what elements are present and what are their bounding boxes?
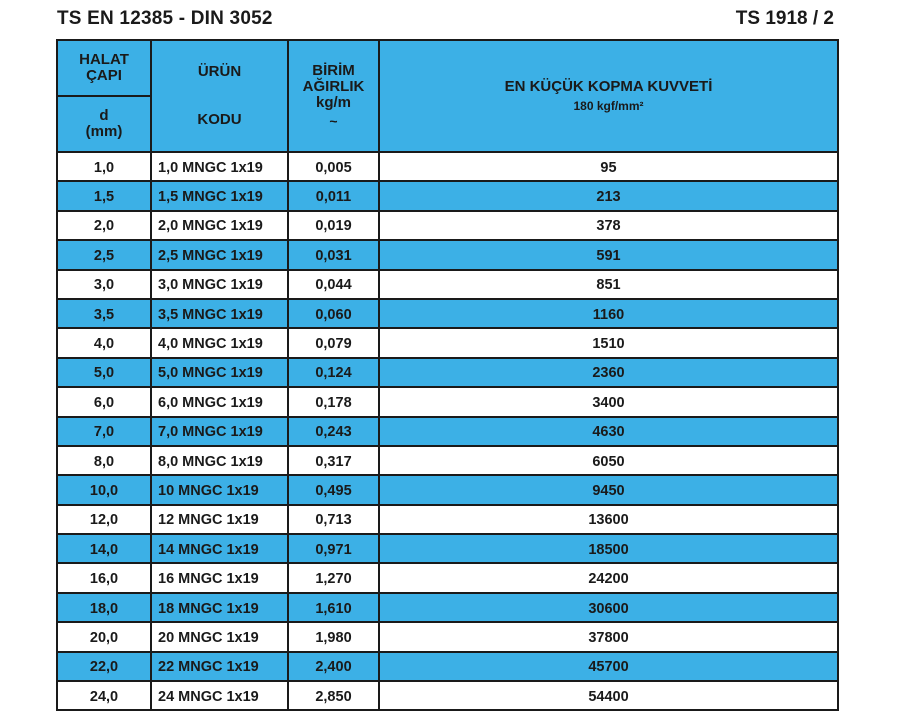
product-code-cell: 16 MNGC 1x19: [151, 563, 288, 592]
product-code-cell: 14 MNGC 1x19: [151, 534, 288, 563]
unit-weight-cell: 1,610: [288, 593, 379, 622]
product-code-cell: 7,0 MNGC 1x19: [151, 417, 288, 446]
breaking-force-cell: 37800: [379, 622, 838, 651]
diameter-cell: 10,0: [57, 475, 151, 504]
diameter-cell: 18,0: [57, 593, 151, 622]
diameter-cell: 22,0: [57, 652, 151, 681]
table-row: [57, 240, 838, 269]
product-code-cell: 24 MNGC 1x19: [151, 681, 288, 710]
product-code-cell: 2,0 MNGC 1x19: [151, 211, 288, 240]
breaking-force-cell: 30600: [379, 593, 838, 622]
unit-weight-cell: 0,060: [288, 299, 379, 328]
table-row: [57, 299, 838, 328]
product-code-cell: 18 MNGC 1x19: [151, 593, 288, 622]
unit-weight-cell: 0,178: [288, 387, 379, 416]
product-code-cell: 6,0 MNGC 1x19: [151, 387, 288, 416]
product-code-cell: 10 MNGC 1x19: [151, 475, 288, 504]
rope-spec-table: [56, 39, 839, 711]
standard-reference: TS 1918 / 2: [735, 8, 834, 29]
diameter-cell: 3,0: [57, 270, 151, 299]
table-row: [57, 593, 838, 622]
unit-weight-cell: 0,495: [288, 475, 379, 504]
table-row: [57, 534, 838, 563]
unit-weight-cell: 0,124: [288, 358, 379, 387]
diameter-cell: 1,5: [57, 181, 151, 210]
table-row: [57, 681, 838, 710]
header-diameter-top: HALAT ÇAPI: [57, 40, 151, 96]
unit-weight-cell: 0,971: [288, 534, 379, 563]
unit-weight-cell: 0,044: [288, 270, 379, 299]
unit-weight-cell: 0,713: [288, 505, 379, 534]
table-row: [57, 563, 838, 592]
diameter-cell: 6,0: [57, 387, 151, 416]
document-title: TS EN 12385 - DIN 3052: [57, 8, 273, 29]
diameter-cell: 7,0: [57, 417, 151, 446]
product-code-cell: 22 MNGC 1x19: [151, 652, 288, 681]
breaking-force-cell: 2360: [379, 358, 838, 387]
breaking-force-cell: 9450: [379, 475, 838, 504]
breaking-force-cell: 378: [379, 211, 838, 240]
product-code-cell: 3,5 MNGC 1x19: [151, 299, 288, 328]
diameter-cell: 24,0: [57, 681, 151, 710]
unit-weight-cell: 1,270: [288, 563, 379, 592]
breaking-force-cell: 1160: [379, 299, 838, 328]
breaking-force-cell: 54400: [379, 681, 838, 710]
table-row: [57, 328, 838, 357]
diameter-cell: 14,0: [57, 534, 151, 563]
unit-weight-cell: 0,011: [288, 181, 379, 210]
breaking-force-cell: 18500: [379, 534, 838, 563]
unit-weight-cell: 2,850: [288, 681, 379, 710]
table-row: [57, 622, 838, 651]
diameter-cell: 3,5: [57, 299, 151, 328]
breaking-force-cell: 591: [379, 240, 838, 269]
table-row: [57, 446, 838, 475]
breaking-force-cell: 3400: [379, 387, 838, 416]
product-code-cell: 5,0 MNGC 1x19: [151, 358, 288, 387]
table-row: [57, 505, 838, 534]
table-row: [57, 181, 838, 210]
product-code-cell: 1,5 MNGC 1x19: [151, 181, 288, 210]
product-code-cell: 8,0 MNGC 1x19: [151, 446, 288, 475]
diameter-cell: 4,0: [57, 328, 151, 357]
header-diameter-bottom: d (mm): [57, 96, 151, 152]
unit-weight-cell: 2,400: [288, 652, 379, 681]
breaking-force-cell: 6050: [379, 446, 838, 475]
diameter-cell: 2,5: [57, 240, 151, 269]
table-body: [57, 152, 838, 710]
breaking-force-cell: 1510: [379, 328, 838, 357]
diameter-cell: 1,0: [57, 152, 151, 181]
table-row: [57, 475, 838, 504]
unit-weight-cell: 0,019: [288, 211, 379, 240]
table-row: [57, 652, 838, 681]
diameter-cell: 5,0: [57, 358, 151, 387]
table-row: [57, 270, 838, 299]
product-code-cell: 2,5 MNGC 1x19: [151, 240, 288, 269]
header-breaking-force: EN KÜÇÜK KOPMA KUVVETİ 180 kgf/mm²: [379, 40, 838, 152]
unit-weight-cell: 0,005: [288, 152, 379, 181]
unit-weight-cell: 1,980: [288, 622, 379, 651]
diameter-cell: 12,0: [57, 505, 151, 534]
product-code-cell: 20 MNGC 1x19: [151, 622, 288, 651]
diameter-cell: 2,0: [57, 211, 151, 240]
unit-weight-cell: 0,317: [288, 446, 379, 475]
product-code-cell: 4,0 MNGC 1x19: [151, 328, 288, 357]
diameter-cell: 8,0: [57, 446, 151, 475]
breaking-force-cell: 851: [379, 270, 838, 299]
breaking-force-cell: 95: [379, 152, 838, 181]
breaking-force-cell: 45700: [379, 652, 838, 681]
table-row: [57, 358, 838, 387]
header-unit-weight: BİRİM AĞIRLIK kg/m ~: [288, 40, 379, 152]
diameter-cell: 20,0: [57, 622, 151, 651]
product-code-cell: 3,0 MNGC 1x19: [151, 270, 288, 299]
table-row: [57, 387, 838, 416]
unit-weight-cell: 0,079: [288, 328, 379, 357]
product-code-cell: 1,0 MNGC 1x19: [151, 152, 288, 181]
header-product-code: ÜRÜN KODU: [151, 40, 288, 152]
diameter-cell: 16,0: [57, 563, 151, 592]
unit-weight-cell: 0,031: [288, 240, 379, 269]
breaking-force-cell: 213: [379, 181, 838, 210]
table-row: [57, 211, 838, 240]
breaking-force-cell: 4630: [379, 417, 838, 446]
breaking-force-cell: 13600: [379, 505, 838, 534]
product-code-cell: 12 MNGC 1x19: [151, 505, 288, 534]
table-row: [57, 417, 838, 446]
breaking-force-cell: 24200: [379, 563, 838, 592]
unit-weight-cell: 0,243: [288, 417, 379, 446]
table-row: [57, 152, 838, 181]
